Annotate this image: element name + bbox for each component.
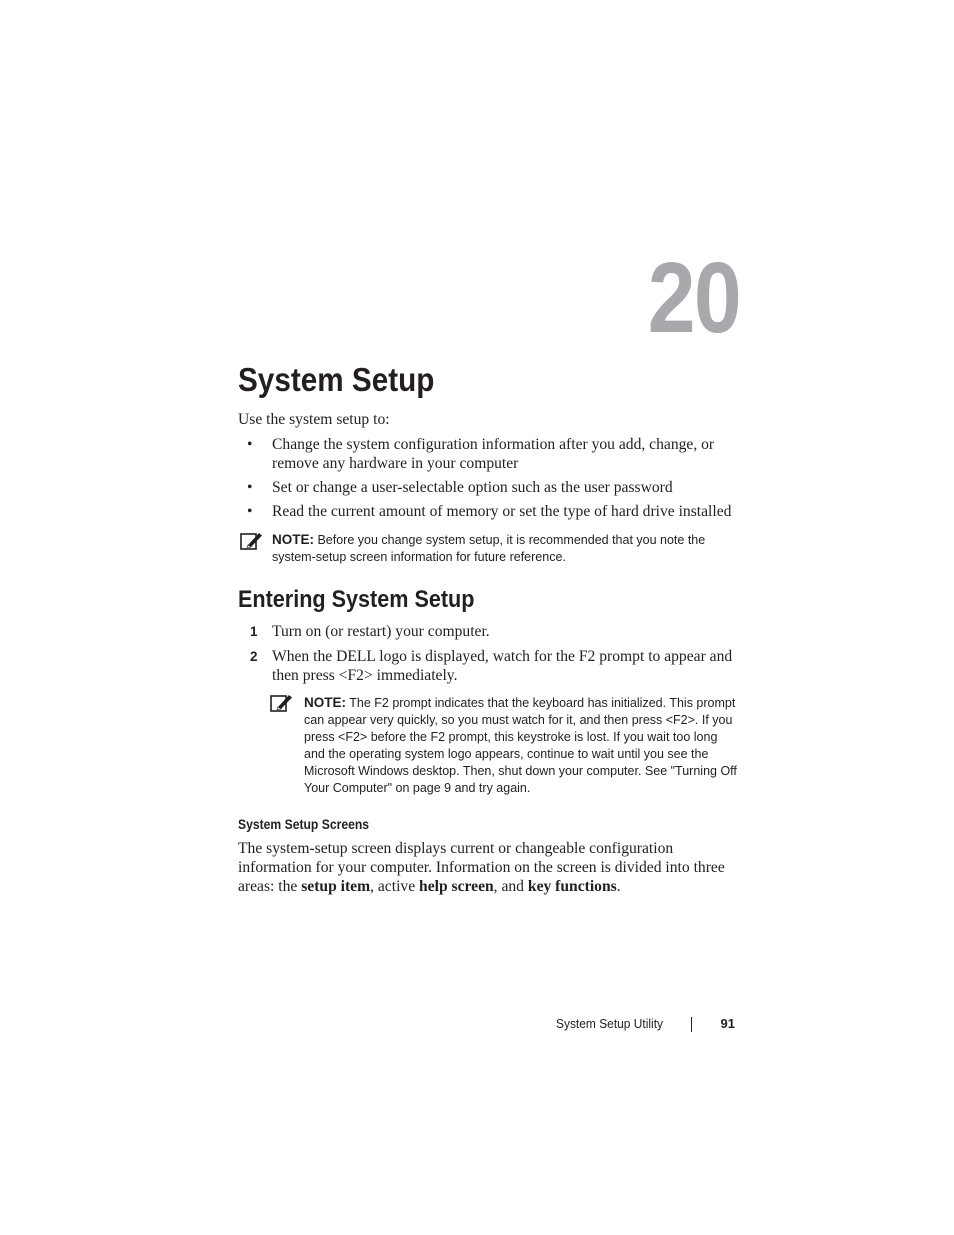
step-list [238, 622, 738, 691]
page-number: 91 [720, 1016, 735, 1031]
bullet-list [238, 435, 748, 526]
bullet-glyph: • [247, 436, 253, 453]
list-item: • Read the current amount of memory or set the type of hard drive installed [247, 503, 732, 520]
list-item: • Change the system configuration information after you add, change, or remove any hardware in your computer [247, 436, 715, 472]
bullet-glyph: • [247, 479, 253, 496]
step-number: 1 [250, 624, 258, 639]
list-item: • Set or change a user-selectable option such as the user password [247, 479, 673, 496]
list-item: 1 Turn on (or restart) your computer. [250, 623, 490, 640]
chapter-number: 20 [647, 242, 740, 354]
chapter-title: System Setup [238, 361, 435, 398]
pencil-note-icon [270, 693, 292, 713]
subsection-title: System Setup Screens [238, 817, 370, 832]
note-box [272, 531, 742, 566]
pencil-note-icon [240, 531, 262, 551]
note-box [304, 694, 740, 797]
note-label: NOTE: [304, 695, 346, 710]
term-help-screen: help screen [419, 878, 494, 895]
intro-text: Use the system setup to: [238, 411, 390, 428]
term-setup-item: setup item [301, 878, 371, 895]
bullet-glyph: • [247, 503, 253, 520]
section-title: Entering System Setup [238, 586, 475, 613]
step-number: 2 [250, 649, 258, 664]
term-key-functions: key functions [527, 878, 617, 895]
footer-divider [691, 1017, 692, 1032]
note-text: Before you change system setup, it is recommended that you note the system-setup screen information for future reference. [272, 533, 706, 564]
footer-title: System Setup Utility [556, 1016, 664, 1031]
list-item: 2 When the DELL logo is displayed, watch for the F2 prompt to appear and then press <F2> immediately. [250, 648, 733, 684]
note-text: The F2 prompt indicates that the keyboard has initialized. This prompt can appear very quickly, so you must watch for it, and then press <F2>. If you press <F2> before the F2 prompt, this keystroke is lost. If you wait too long and the operating system logo appears, continue to wait until you see the Microsoft Windows desktop. Then, shut down your computer. See "Turning Off Your Computer" on page 9 and try again. [304, 696, 737, 795]
note-label: NOTE: [272, 532, 314, 547]
body-paragraph: The system-setup screen displays current or changeable configuration information for your computer. Information on the screen is divided into three areas: the setup item, active help screen, and key functions. [238, 840, 725, 895]
